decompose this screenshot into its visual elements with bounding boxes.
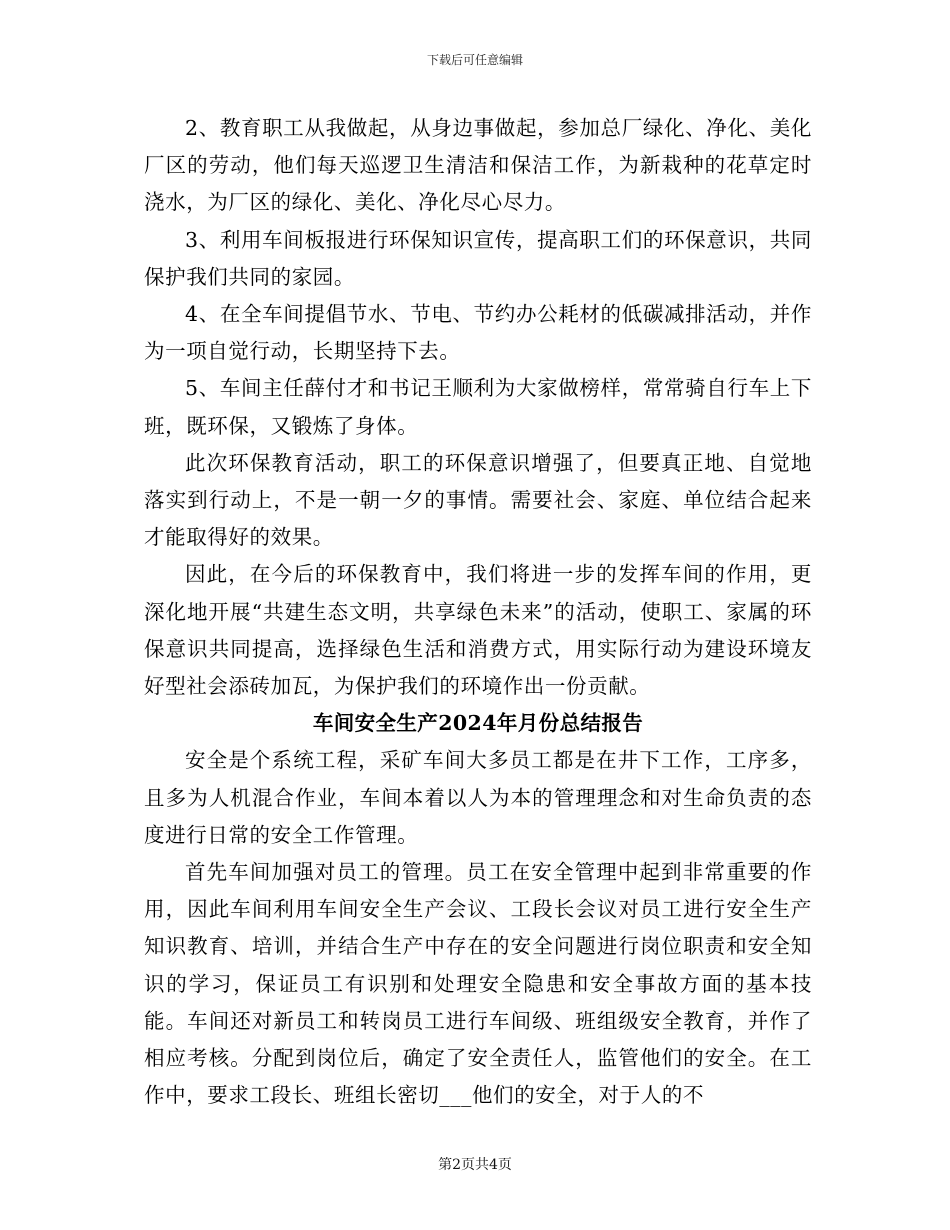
paragraph-item-3: 3、利用车间板报进行环保知识宣传，提高职工们的环保意识，共同保护我们共同的家园。: [144, 227, 812, 289]
paragraph-safety-intro: 安全是个系统工程，采矿车间大多员工都是在井下工作，工序多，且多为人机混合作业，车间本着以人为本的管理理念和对生命负责的态度进行日常的安全工作管理。: [144, 748, 812, 847]
page-header-note: 下载后可任意编辑: [426, 53, 523, 67]
section-title: 车间安全生产2024年月份总结报告: [312, 711, 644, 736]
paragraph-conclusion: 因此，在今后的环保教育中，我们将进一步的发挥车间的作用，更深化地开展“共建生态文明，共享绿色未来”的活动，使职工、家属的环保意识共同提高，选择绿色生活和消费方式，用实际行动为建设环境友好型社会添砖加瓦，为保护我们的环境作出一份贡献。: [144, 562, 812, 699]
paragraph-staff-management: 首先车间加强对员工的管理。员工在安全管理中起到非常重要的作用，因此车间利用车间安全生产会议、工段长会议对员工进行安全生产知识教育、培训，并结合生产中存在的安全问题进行岗位职责和安全知识的学习，保证员工有识别和处理安全隐患和安全事故方面的基本技能。车间还对新员工和转岗员工进行车间级、班组级安全教育，并作了相应考核。分配到岗位后，确定了安全责任人，监管他们的安全。在工作中，要求工段长、班组长密切___他们的安全，对于人的不: [144, 860, 812, 1108]
document-body: [144, 110, 812, 1114]
paragraph-item-2: 2、教育职工从我做起，从身边事做起，参加总厂绿化、净化、美化厂区的劳动，他们每天巡逻卫生清洁和保洁工作，为新栽种的花草定时浇水，为厂区的绿化、美化、净化尽心尽力。: [144, 116, 812, 215]
paragraph-item-5: 5、车间主任薛付才和书记王顺利为大家做榜样，常常骑自行车上下班，既环保，又锻炼了身体。: [144, 376, 812, 438]
paragraph-summary: 此次环保教育活动，职工的环保意识增强了，但要真正地、自觉地落实到行动上，不是一朝一夕的事情。需要社会、家庭、单位结合起来才能取得好的效果。: [144, 450, 812, 550]
paragraph-item-4: 4、在全车间提倡节水、节电、节约办公耗材的低碳减排活动，并作为一项自觉行动，长期坚持下去。: [144, 302, 812, 364]
page-number: 第2页共4页: [438, 1157, 512, 1173]
